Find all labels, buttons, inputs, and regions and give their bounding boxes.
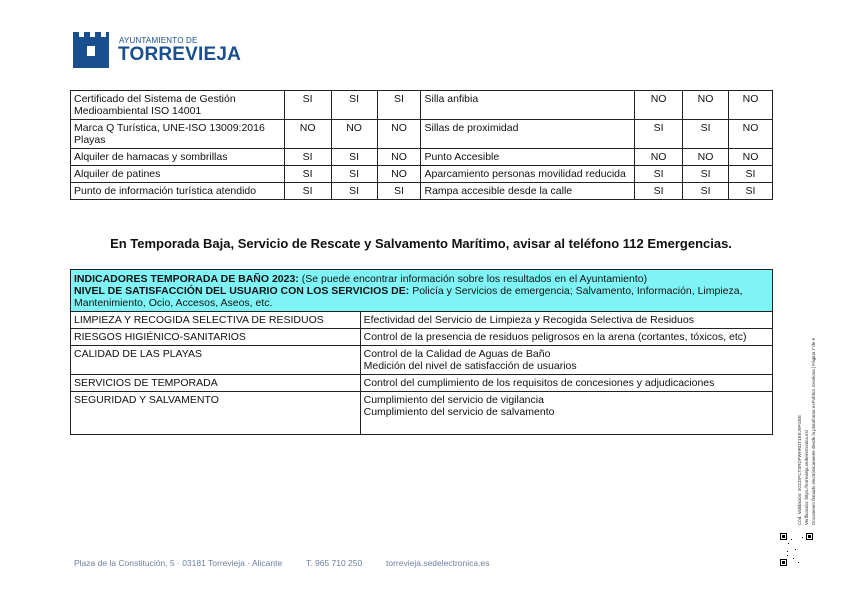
indicators-title: INDICADORES TEMPORADA DE BAÑO 2023: <box>74 273 299 285</box>
service-row <box>71 120 773 149</box>
indicator-label: RIESGOS HIGIÉNICO-SANITARIOS <box>71 329 361 346</box>
service-name: Alquiler de patines <box>71 166 285 183</box>
service-name: Certificado del Sistema de Gestión Medioambiental ISO 14001 <box>71 91 285 120</box>
indicator-label: CALIDAD DE LAS PLAYAS <box>71 346 361 375</box>
service-value: NO <box>284 120 331 149</box>
footer-phone: T. 965 710 250 <box>306 558 363 568</box>
accessibility-service-name: Rampa accesible desde la calle <box>421 183 635 200</box>
logo-line-1: AYUNTAMIENTO DE <box>119 36 198 45</box>
indicator-line-2: Medición del nivel de satisfacción de usuarios <box>363 360 577 372</box>
service-value: NO <box>377 166 421 183</box>
service-value: NO <box>377 120 421 149</box>
indicator-row <box>71 392 773 435</box>
service-value: SI <box>331 166 377 183</box>
accessibility-value: SI <box>729 183 773 200</box>
service-row <box>71 183 773 200</box>
indicator-line-1: Efectividad del Servicio de Limpieza y Recogida Selectiva de Residuos <box>363 314 694 326</box>
indicator-label: SERVICIOS DE TEMPORADA <box>71 375 361 392</box>
service-value: SI <box>377 91 421 120</box>
indicator-label: LIMPIEZA Y RECOGIDA SELECTIVA DE RESIDUOS <box>71 312 361 329</box>
ayuntamiento-logo <box>72 28 242 70</box>
validation-side-text <box>793 275 819 525</box>
accessibility-service-name: Silla anfibia <box>421 91 635 120</box>
indicator-description <box>360 392 772 435</box>
indicators-table <box>70 269 773 435</box>
service-name: Alquiler de hamacas y sombrillas <box>71 149 285 166</box>
service-value: SI <box>284 183 331 200</box>
indicator-row <box>71 375 773 392</box>
indicator-line-1: Control de la Calidad de Aguas de Baño <box>363 348 551 360</box>
service-value: SI <box>284 149 331 166</box>
service-value: SI <box>331 91 377 120</box>
emergency-notice: En Temporada Baja, Servicio de Rescate y Salvamento Marítimo, avisar al teléfono 112 Emergencias. <box>110 236 732 251</box>
service-row <box>71 91 773 120</box>
verification-url: Verificación: https://torrevieja.sedelectronica.es/ <box>804 429 809 525</box>
indicator-description <box>360 346 772 375</box>
indicator-line-2: Cumplimiento del servicio de salvamento <box>363 406 555 418</box>
service-value: NO <box>331 120 377 149</box>
service-row <box>71 149 773 166</box>
indicator-label: SEGURIDAD Y SALVAMENTO <box>71 392 361 435</box>
satisfaction-services: Policía y Servicios de emergencia; Salvamento, Información, Limpieza, Mantenimiento, Ocio, Accesos, Aseos, etc. <box>74 285 743 309</box>
accessibility-value: NO <box>683 91 729 120</box>
services-table <box>70 90 773 200</box>
accessibility-value: SI <box>683 183 729 200</box>
service-name: Punto de información turística atendido <box>71 183 285 200</box>
footer-web: torrevieja.sedelectronica.es <box>386 558 490 568</box>
accessibility-service-name: Punto Accesible <box>421 149 635 166</box>
service-value: SI <box>331 183 377 200</box>
accessibility-value: SI <box>683 166 729 183</box>
service-value: NO <box>377 149 421 166</box>
accessibility-value: SI <box>635 166 683 183</box>
indicator-description <box>360 375 772 392</box>
service-name: Marca Q Turística, UNE-ISO 13009:2016 Playas <box>71 120 285 149</box>
accessibility-value: NO <box>635 91 683 120</box>
accessibility-value: SI <box>729 166 773 183</box>
accessibility-value: NO <box>729 120 773 149</box>
accessibility-value: NO <box>683 149 729 166</box>
indicator-row <box>71 329 773 346</box>
service-value: SI <box>284 91 331 120</box>
accessibility-service-name: Aparcamiento personas movilidad reducida <box>421 166 635 183</box>
qr-code-icon <box>780 533 813 566</box>
indicators-header-row <box>71 270 773 312</box>
indicator-row <box>71 312 773 329</box>
accessibility-value: SI <box>635 120 683 149</box>
footer-address: Plaza de la Constitución, 5 · 03181 Torrevieja · Alicante <box>74 558 283 568</box>
service-value: SI <box>377 183 421 200</box>
indicator-line-1: Control de la presencia de residuos peligrosos en la arena (cortantes, tóxicos, etc) <box>363 331 747 343</box>
indicators-title-note: (Se puede encontrar información sobre los resultados en el Ayuntamiento) <box>298 273 648 285</box>
service-value: SI <box>284 166 331 183</box>
indicator-description <box>360 312 772 329</box>
accessibility-service-name: Sillas de proximidad <box>421 120 635 149</box>
accessibility-value: SI <box>683 120 729 149</box>
indicator-description <box>360 329 772 346</box>
indicators-header <box>71 270 773 312</box>
accessibility-value: NO <box>729 91 773 120</box>
accessibility-value: NO <box>729 149 773 166</box>
service-value: SI <box>331 149 377 166</box>
indicator-line-1: Cumplimiento del servicio de vigilancia <box>363 394 544 406</box>
indicator-line-1: Control del cumplimiento de los requisitos de concesiones y adjudicaciones <box>363 377 715 389</box>
signature-notice: Documento firmado electrónicamente desde la plataforma esPublico Gestiona | Página 7 de 8 <box>811 337 816 525</box>
satisfaction-title: NIVEL DE SATISFACCIÓN DEL USUARIO CON LOS SERVICIOS DE: <box>74 285 410 297</box>
accessibility-value: NO <box>635 149 683 166</box>
indicator-row <box>71 346 773 375</box>
validation-code: Cód. Validación: 3GCDPCTSRDFWHRDT4EEJ9PGEE <box>797 415 802 525</box>
tower-logo-icon <box>72 28 110 70</box>
service-row <box>71 166 773 183</box>
logo-line-2: TORREVIEJA <box>118 44 242 65</box>
accessibility-value: SI <box>635 183 683 200</box>
